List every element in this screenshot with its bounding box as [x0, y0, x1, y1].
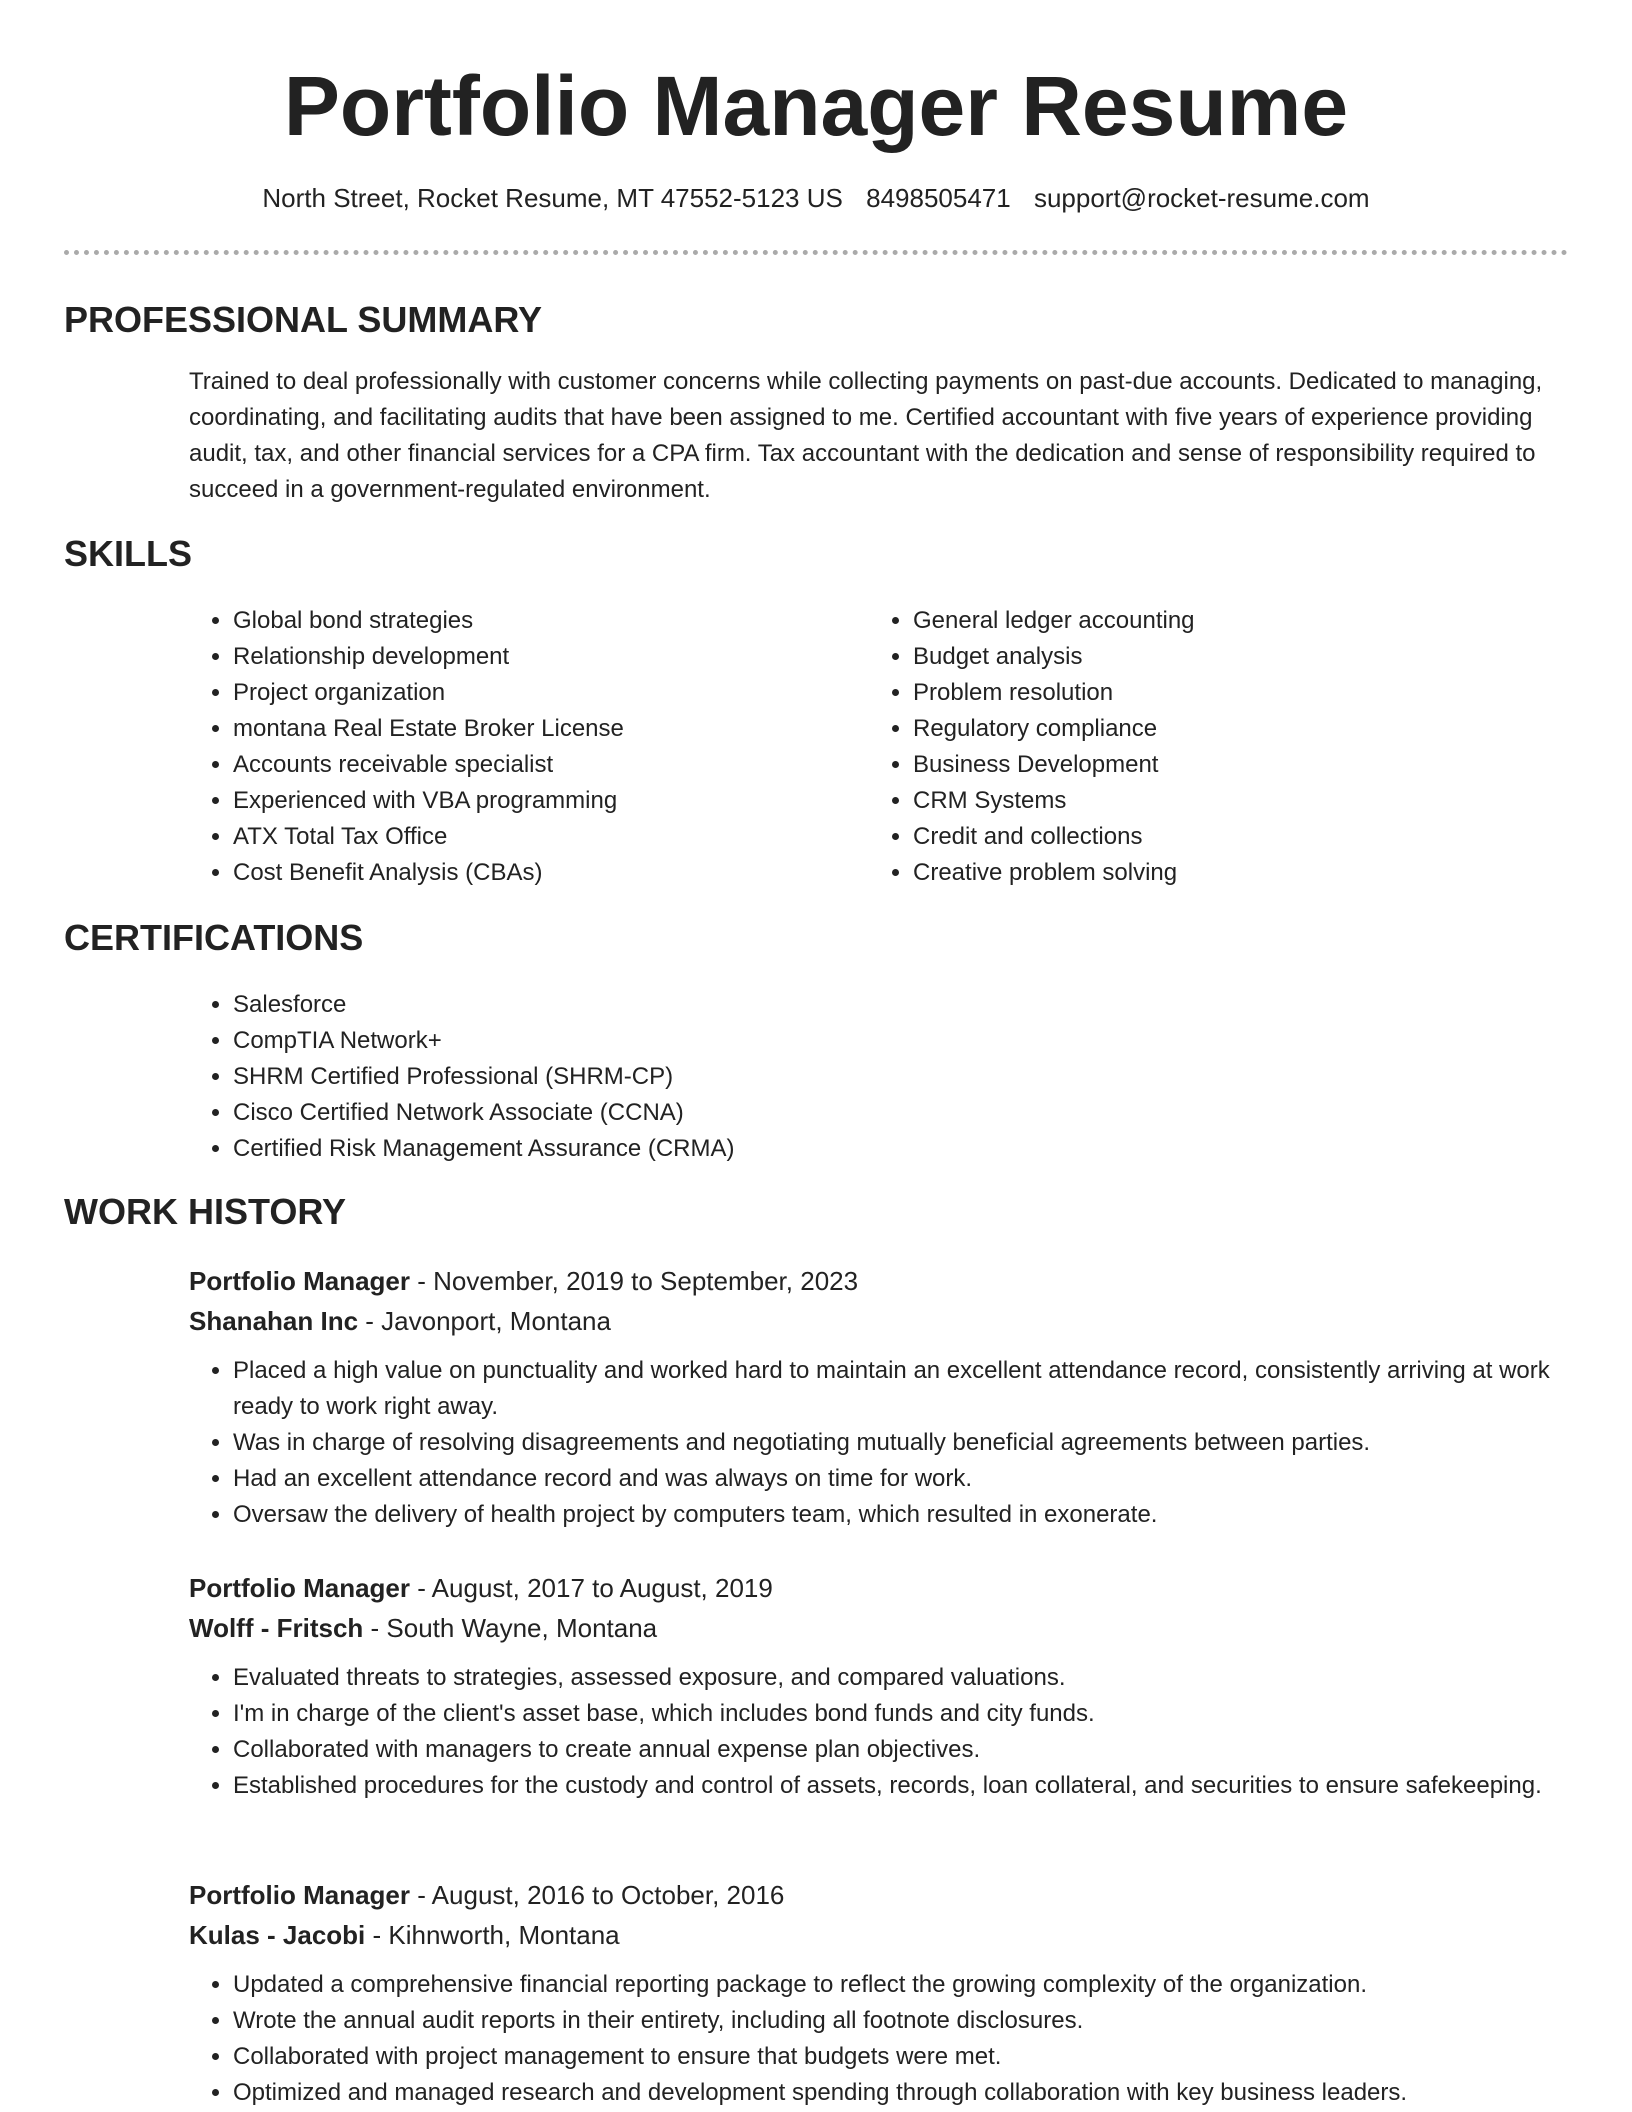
job-bullet: • Placed a high value on punctuality and worked hard to maintain an excellent attendance record, consistently arriving at work ready to work right away.	[233, 1353, 1569, 1425]
job-entry	[189, 1875, 1569, 2111]
contact-line	[0, 178, 1632, 218]
job-dates: - November, 2019 to September, 2023	[410, 1266, 859, 1296]
certifications-list	[189, 987, 1489, 1167]
job-title-line	[189, 1261, 1569, 1301]
skill-item: • Creative problem solving	[913, 855, 1509, 891]
job-location: - Kihnworth, Montana	[365, 1920, 620, 1950]
skill-item: • Project organization	[233, 675, 829, 711]
skill-item: • Budget analysis	[913, 639, 1509, 675]
summary-heading: PROFESSIONAL SUMMARY	[64, 299, 543, 340]
job-company-line	[189, 1301, 1569, 1341]
job-bullet: • Wrote the annual audit reports in their entirety, including all footnote disclosures.	[233, 2003, 1569, 2039]
job-bullet: • Evaluated threats to strategies, assessed exposure, and compared valuations.	[233, 1660, 1569, 1696]
job-bullet: • Updated a comprehensive financial reporting package to reflect the growing complexity of the organization.	[233, 1967, 1569, 2003]
certifications-heading: CERTIFICATIONS	[64, 917, 364, 958]
job-title-line	[189, 1568, 1569, 1608]
skill-item: • Credit and collections	[913, 819, 1509, 855]
certification-item: • Cisco Certified Network Associate (CCNA)	[233, 1095, 1489, 1131]
job-bullet: • Had an excellent attendance record and was always on time for work.	[233, 1461, 1569, 1497]
job-role: Portfolio Manager	[189, 1573, 411, 1603]
job-title-line	[189, 1875, 1569, 1915]
skill-item: • Global bond strategies	[233, 603, 829, 639]
job-company-line	[189, 1608, 1569, 1648]
job-entry	[189, 1568, 1569, 1804]
skill-item: • General ledger accounting	[913, 603, 1509, 639]
skills-column-right	[869, 603, 1509, 891]
job-company: Shanahan Inc	[189, 1306, 359, 1336]
certification-item: • Salesforce	[233, 987, 1489, 1023]
job-bullet: • Collaborated with project management to ensure that budgets were met.	[233, 2039, 1569, 2075]
job-role: Portfolio Manager	[189, 1266, 411, 1296]
resume-title: Portfolio Manager Resume	[283, 59, 1349, 153]
job-bullet: • Established procedures for the custody and control of assets, records, loan collateral, and securities to ensure safekeeping.	[233, 1768, 1569, 1804]
skill-item: • Relationship development	[233, 639, 829, 675]
skill-item: • Experienced with VBA programming	[233, 783, 829, 819]
job-dates: - August, 2017 to August, 2019	[410, 1573, 773, 1603]
job-bullet: • Was in charge of resolving disagreements and negotiating mutually beneficial agreements between parties.	[233, 1425, 1569, 1461]
job-company: Wolff - Fritsch	[189, 1613, 364, 1643]
skill-item: • Problem resolution	[913, 675, 1509, 711]
certification-item: • Certified Risk Management Assurance (CRMA)	[233, 1131, 1489, 1167]
contact-phone: 8498505471	[866, 183, 1011, 213]
job-location: - Javonport, Montana	[358, 1306, 611, 1336]
certification-item: • CompTIA Network+	[233, 1023, 1489, 1059]
contact-email: support@rocket-resume.com	[1033, 183, 1370, 213]
contact-address: North Street, Rocket Resume, MT 47552-5123 US	[262, 183, 843, 213]
job-entry	[189, 1261, 1569, 1533]
skills-heading: SKILLS	[64, 533, 193, 574]
skill-item: • ATX Total Tax Office	[233, 819, 829, 855]
job-role: Portfolio Manager	[189, 1880, 411, 1910]
skill-item: • Cost Benefit Analysis (CBAs)	[233, 855, 829, 891]
job-bullet: • Collaborated with managers to create annual expense plan objectives.	[233, 1732, 1569, 1768]
skill-item: • Accounts receivable specialist	[233, 747, 829, 783]
summary-text: Trained to deal professionally with customer concerns while collecting payments on past-due accounts. Dedicated to managing, coordinating, and facilitating audits that have been assigned to me. Certified accountant with five years of experience providing audit, tax, and other financial services for a CPA firm. Tax accountant with the dedication and sense of responsibility required to succeed in a government-regulated environment.	[189, 368, 1543, 503]
skill-item: • montana Real Estate Broker License	[233, 711, 829, 747]
skills-column-left	[189, 603, 829, 891]
job-company: Kulas - Jacobi	[189, 1920, 366, 1950]
job-bullet: • Optimized and managed research and development spending through collaboration with key business leaders.	[233, 2075, 1569, 2111]
job-company-line	[189, 1915, 1569, 1955]
job-dates: - August, 2016 to October, 2016	[410, 1880, 785, 1910]
job-bullet: • Oversaw the delivery of health project by computers team, which resulted in exonerate.	[233, 1497, 1569, 1533]
work-history-heading: WORK HISTORY	[64, 1191, 347, 1232]
skill-item: • CRM Systems	[913, 783, 1509, 819]
certification-item: • SHRM Certified Professional (SHRM-CP)	[233, 1059, 1489, 1095]
skill-item: • Business Development	[913, 747, 1509, 783]
skill-item: • Regulatory compliance	[913, 711, 1509, 747]
header-divider	[64, 250, 1568, 255]
job-bullet: • I'm in charge of the client's asset base, which includes bond funds and city funds.	[233, 1696, 1569, 1732]
job-location: - South Wayne, Montana	[363, 1613, 658, 1643]
